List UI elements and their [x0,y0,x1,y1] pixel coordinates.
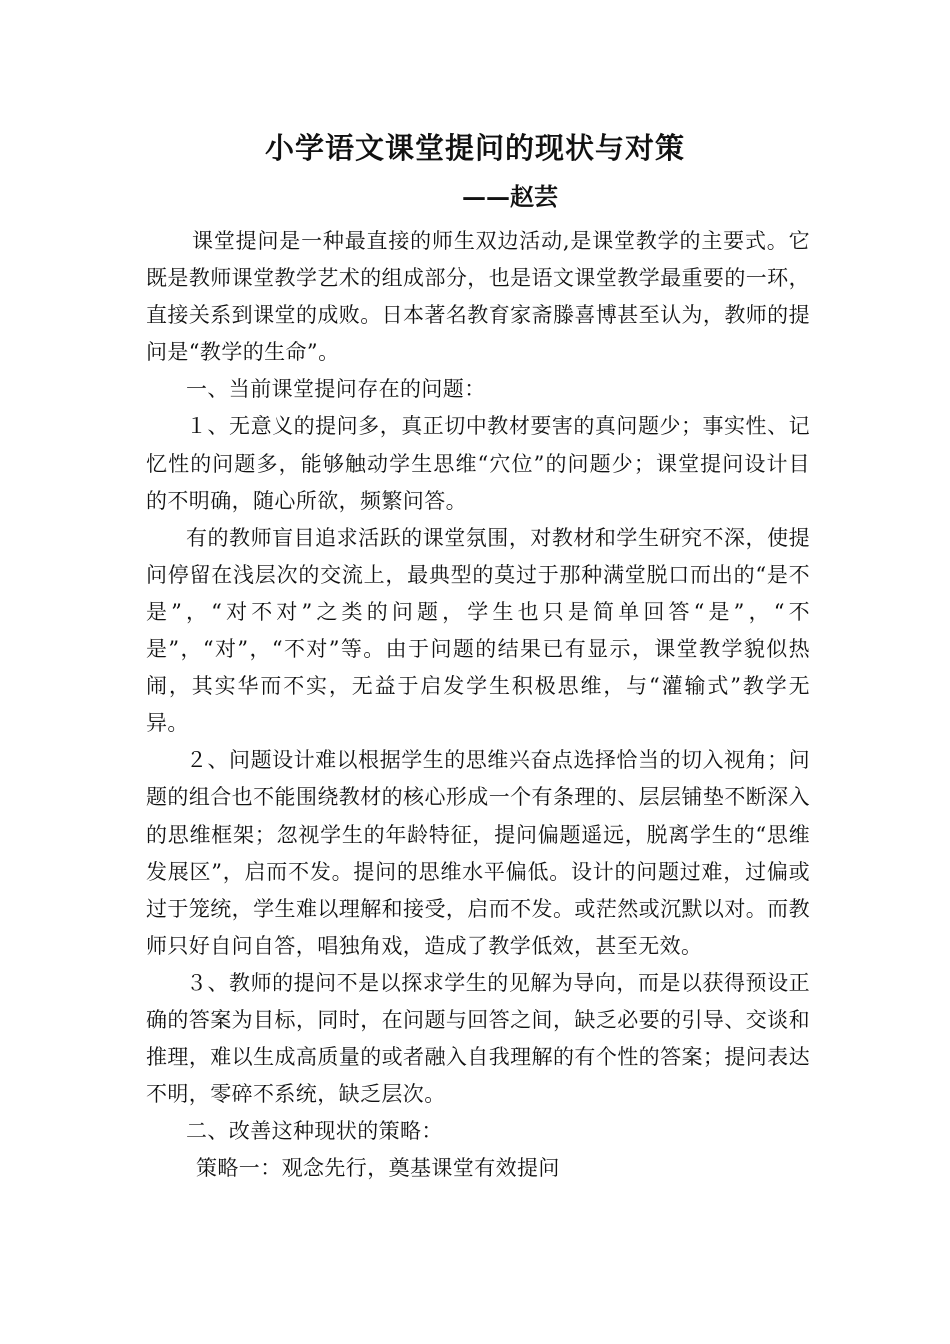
document-title: 小学语文课堂提问的现状与对策 [264,131,685,165]
paragraph-problem-1: １、无意义的提问多，真正切中教材要害的真问题少；事实性、记忆性的问题多，能够触动学生思维“穴位”的问题少；课堂提问设计目的不明确，随心所欲，频繁问答。 [146,414,810,513]
paragraph-problem-2: ２、问题设计难以根据学生的思维兴奋点选择恰当的切入视角；问题的组合也不能围绕教材的核心形成一个有条理的、层层铺垫不断深入的思维框架；忽视学生的年龄特征，提问偏题遥远，脱离学生的“思维发展区”，启而不发。提问的思维水平偏低。设计的问题过难，过偏或过于笼统，学生难以理解和接受，启而不发。或茫然或沉默以对。而教师只好自问自答，唱独角戏，造成了教学低效，甚至无效。 [146,748,810,958]
section-heading-problems: 一、当前课堂提问存在的问题： [186,377,486,402]
paragraph-intro: 课堂提问是一种最直接的师生双边活动,是课堂教学的主要式。它既是教师课堂教学艺术的组成部分，也是语文课堂教学最重要的一环，直接关系到课堂的成败。日本著名教育家斋滕喜博甚至认为，教师的提问是“教学的生命”。 [146,229,810,365]
paragraph-problem-1-detail: 有的教师盲目追求活跃的课堂氛围，对教材和学生研究不深，使提问停留在浅层次的交流上，最典型的莫过于那种满堂脱口而出的“是不是”，“对不对”之类的问题，学生也只是简单回答“是”，“不是”，“对”，“不对”等。由于问题的结果已有显示，课堂教学貌似热闹，其实华而不实，无益于启发学生积极思维，与“灌输式”教学无异。 [146,525,810,736]
section-heading-strategies: 二、改善这种现状的策略： [186,1119,443,1144]
paragraph-problem-3: ３、教师的提问不是以探求学生的见解为导向，而是以获得预设正确的答案为目标，同时，在问题与回答之间，缺乏必要的引导、交谈和推理，难以生成高质量的或者融入自我理解的有个性的答案；提问表达不明，零碎不系统，缺乏层次。 [146,970,810,1107]
paragraph-strategy-1: 策略一：观念先行，奠基课堂有效提问 [196,1156,560,1181]
document-body [146,223,810,1187]
document-author: ——赵芸 [462,182,558,211]
